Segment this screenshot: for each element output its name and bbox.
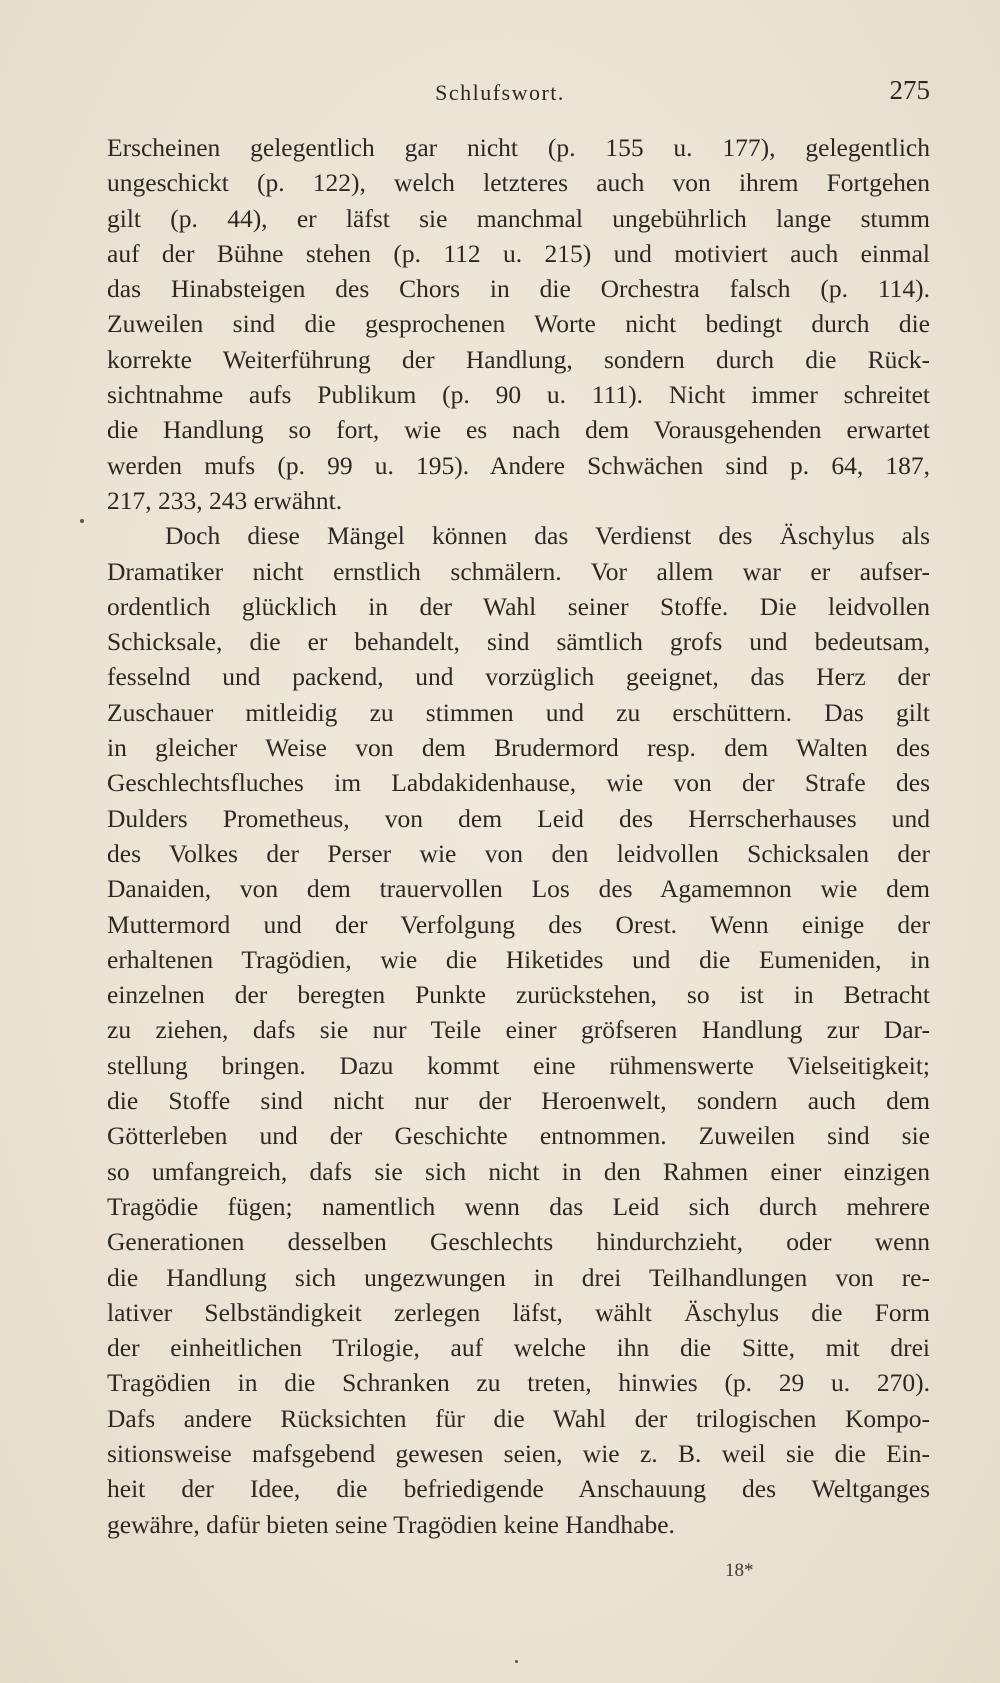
text-line: Geschlechtsfluches im Labdakidenhause, wie von der Strafe des (107, 768, 930, 798)
text-line: ungeschickt (p. 122), welch letzteres auch von ihrem Fortgehen (107, 168, 930, 198)
text-line: Tragödie fügen; namentlich wenn das Leid sich durch mehrere (107, 1191, 930, 1221)
signature-mark: 18* (725, 1560, 754, 1581)
text-line: sichtnahme aufs Publikum (p. 90 u. 111). Nicht immer schreitet (107, 380, 930, 410)
text-line: die Stoffe sind nicht nur der Heroenwelt, sondern auch dem (107, 1086, 930, 1116)
paragraph-start-line: Doch diese Mängel können das Verdienst des Äschylus als (165, 521, 930, 551)
text-line: Generationen desselben Geschlechts hindurchzieht, oder wenn (107, 1227, 930, 1257)
text-line: die Handlung sich ungezwungen in drei Teilhandlungen von re- (107, 1262, 930, 1292)
ink-speck (515, 1660, 518, 1663)
running-title: Schlufswort. (435, 80, 565, 105)
text-line: des Volkes der Perser wie von den leidvollen Schicksalen der (107, 838, 930, 868)
text-line: Schicksale, die er behandelt, sind sämtlich grofs und bedeutsam, (107, 627, 930, 657)
paragraph-end-line: gewähre, dafür bieten seine Tragödien keine Handhabe. (107, 1509, 675, 1539)
text-line: Dramatiker nicht ernstlich schmälern. Vor allem war er aufser- (107, 556, 930, 586)
text-line: Erscheinen gelegentlich gar nicht (p. 155 u. 177), gelegentlich (107, 133, 930, 162)
ink-speck (80, 519, 84, 523)
text-line: die Handlung so fort, wie es nach dem Vorausgehenden erwartet (107, 415, 930, 445)
text-line: erhaltenen Tragödien, wie die Hiketides und die Eumeniden, in (107, 944, 930, 974)
text-line: Dafs andere Rücksichten für die Wahl der trilogischen Kompo- (107, 1403, 930, 1433)
text-line: Zuweilen sind die gesprochenen Worte nicht bedingt durch die (107, 309, 930, 339)
text-line: fesselnd und packend, und vorzüglich geeignet, das Herz der (107, 662, 930, 692)
text-line: sitionsweise mafsgebend gewesen seien, wie z. B. weil sie die Ein- (107, 1438, 930, 1468)
paragraph-end-line: 217, 233, 243 erwähnt. (107, 485, 343, 515)
text-line: stellung bringen. Dazu kommt eine rühmenswerte Vielseitigkeit; (107, 1050, 930, 1080)
text-line: heit der Idee, die befriedigende Anschauung des Weltganges (107, 1474, 930, 1504)
text-line: gilt (p. 44), er läfst sie manchmal ungebührlich lange stumm (107, 203, 930, 233)
text-line: Dulders Prometheus, von dem Leid des Herrscherhauses und (107, 803, 930, 833)
text-line: auf der Bühne stehen (p. 112 u. 215) und motiviert auch einmal (107, 238, 930, 268)
text-line: der einheitlichen Trilogie, auf welche ihn die Sitte, mit drei (107, 1333, 930, 1363)
text-line: in gleicher Weise von dem Brudermord resp. dem Walten des (107, 733, 930, 763)
text-line: Zuschauer mitleidig zu stimmen und zu erschüttern. Das gilt (107, 697, 930, 727)
text-line: Götterleben und der Geschichte entnommen. Zuweilen sind sie (107, 1121, 930, 1151)
text-line: ordentlich glücklich in der Wahl seiner Stoffe. Die leidvollen (107, 591, 930, 621)
text-line: so umfangreich, dafs sie sich nicht in den Rahmen einer einzigen (107, 1156, 930, 1186)
text-line: korrekte Weiterführung der Handlung, sondern durch die Rück- (107, 344, 930, 374)
page-number: 275 (889, 75, 930, 105)
text-line: Muttermord und der Verfolgung des Orest. Wenn einige der (107, 909, 930, 939)
body-text (107, 130, 930, 1542)
running-head (0, 72, 1000, 112)
text-line: das Hinabsteigen des Chors in die Orchestra falsch (p. 114). (107, 274, 930, 304)
text-line: Tragödien in die Schranken zu treten, hinwies (p. 29 u. 270). (107, 1368, 930, 1398)
text-line: lativer Selbständigkeit zerlegen läfst, wählt Äschylus die Form (107, 1297, 930, 1327)
text-line: einzelnen der beregten Punkte zurückstehen, so ist in Betracht (107, 980, 930, 1010)
text-line: zu ziehen, dafs sie nur Teile einer gröfseren Handlung zur Dar- (107, 1015, 930, 1045)
text-line: Danaiden, von dem trauervollen Los des Agamemnon wie dem (107, 874, 930, 904)
text-line: werden mufs (p. 99 u. 195). Andere Schwächen sind p. 64, 187, (107, 450, 930, 480)
